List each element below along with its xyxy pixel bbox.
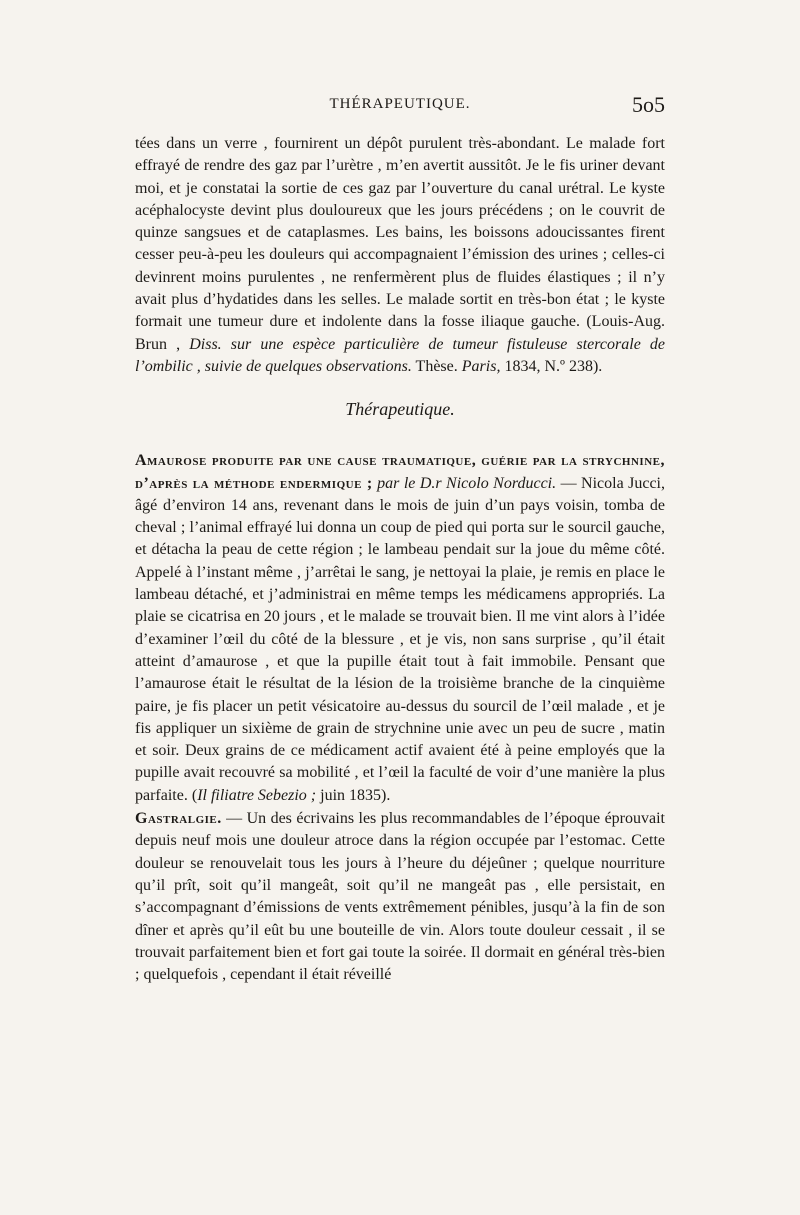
article-amaurose [135, 450, 665, 807]
page-header [135, 92, 665, 122]
article-body-amaurose: — Nicola Jucci, âgé d’environ 14 ans, revenant dans le mois de juin d’un pays voisin, tomba de cheval ; l’animal effrayé lui donna un coup de pied qui porta sur le sourcil gauche, et détacha la peau de cette région ; le lambeau pendait sur la joue du même côté. Appelé à l’instant même , j’arrêtai le sang, je nettoyai la plaie, je remis en place le lambeau détaché, et j’administrai en même temps les médicamens appropriés. La plaie se cicatrisa en 20 jours , et le malade se trouvait bien. Il me vint alors à l’idée d’examiner l’œil du côté de la blessure , et je vis, non sans surprise , qu’il était atteint d’amaurose , et que la pupille était tout à fait immobile. Pensant que l’amaurose était le résultat de la lésion de la troisième branche de la cinquième paire, je fis placer un petit vésicatoire au-dessus du sourcil de l’œil malade , et je fis appliquer un sixième de grain de strychnine unie avec un peu de sucre , matin et soir. Deux grains de ce médicament actif avaient été à peine employés que la pupille avait recouvré sa mobilité , et l’œil la faculté de voir d’une manière la plus parfaite. ( [135, 474, 665, 804]
citation-thesis: Thèse. [411, 357, 462, 375]
top-paragraph-text: tées dans un verre , fournirent un dépôt purulent très-abondant. Le malade fort effrayé de rendre des gaz par l’urètre , m’en avertit aussitôt. Je le fis uriner devant moi, et je constatai la sortie de ces gaz par l’ouverture du canal urétral. Le kyste acéphalocyste devint plus douloureux que les jours précédens ; on le couvrit de quinze sangsues et de cataplasmes. Les bains, les boissons adoucissantes firent cesser peu-à-peu les douleurs qui accompagnaient l’émission des urines ; celles-ci devinrent moins purulentes , ne renfermèrent plus de fluides élastiques ; il n’y avait plus d’hydatides dans les selles. Le malade sortit en très-bon état ; le kyste formait une tumeur dure et indolente dans la fosse iliaque gauche. (Louis-Aug. Brun , [135, 135, 665, 353]
article-heading-gastralgie: Gastralgie. [135, 810, 222, 828]
section-title: Thérapeutique. [345, 399, 455, 420]
article-body-gastralgie: — Un des écrivains les plus recommandables de l’époque éprouvait depuis neuf mois une douleur atroce dans la région occupée par l’estomac. Cette douleur se renouvelait tous les jours à l’heure du déjeûner ; quelque nourriture qu’il prît, soit qu’il mangeât, soit qu’il ne mangeât pas , elle persistait, en s’accompagnant d’émissions de vents extrêmement pénibles, jusqu’à la fin de son dîner et après qu’il eût bu une bouteille de vin. Alors toute douleur cessait , il se trouvait parfaitement bien et fort gai toute la soirée. Il dormait en général très-bien ; quelquefois , cependant il était réveillé [135, 810, 665, 984]
running-title: THÉRAPEUTIQUE. [329, 96, 471, 112]
page-number: 5o5 [632, 92, 665, 117]
source-title: Il filiatre Sebezio ; [197, 786, 317, 804]
top-paragraph [135, 133, 665, 378]
source-date: juin 1835). [316, 786, 391, 804]
author-prefix: par le [372, 474, 420, 492]
article-gastralgie [135, 808, 665, 986]
article-heading-amaurose: Amaurose produite par une cause traumatique, guérie par la strychnine, d’après la méthode endermique ; [135, 452, 665, 492]
main-text [135, 133, 665, 986]
citation-title: Diss. sur une espèce particulière de tumeur fistuleuse stercorale de l’ombilic , suivie de quelques observations. [135, 335, 666, 375]
citation-place: Paris, [461, 357, 501, 375]
citation-year-number: 1834, N.º 238). [500, 357, 603, 375]
author-name: D.r Nicolo Norducci. [419, 474, 557, 492]
